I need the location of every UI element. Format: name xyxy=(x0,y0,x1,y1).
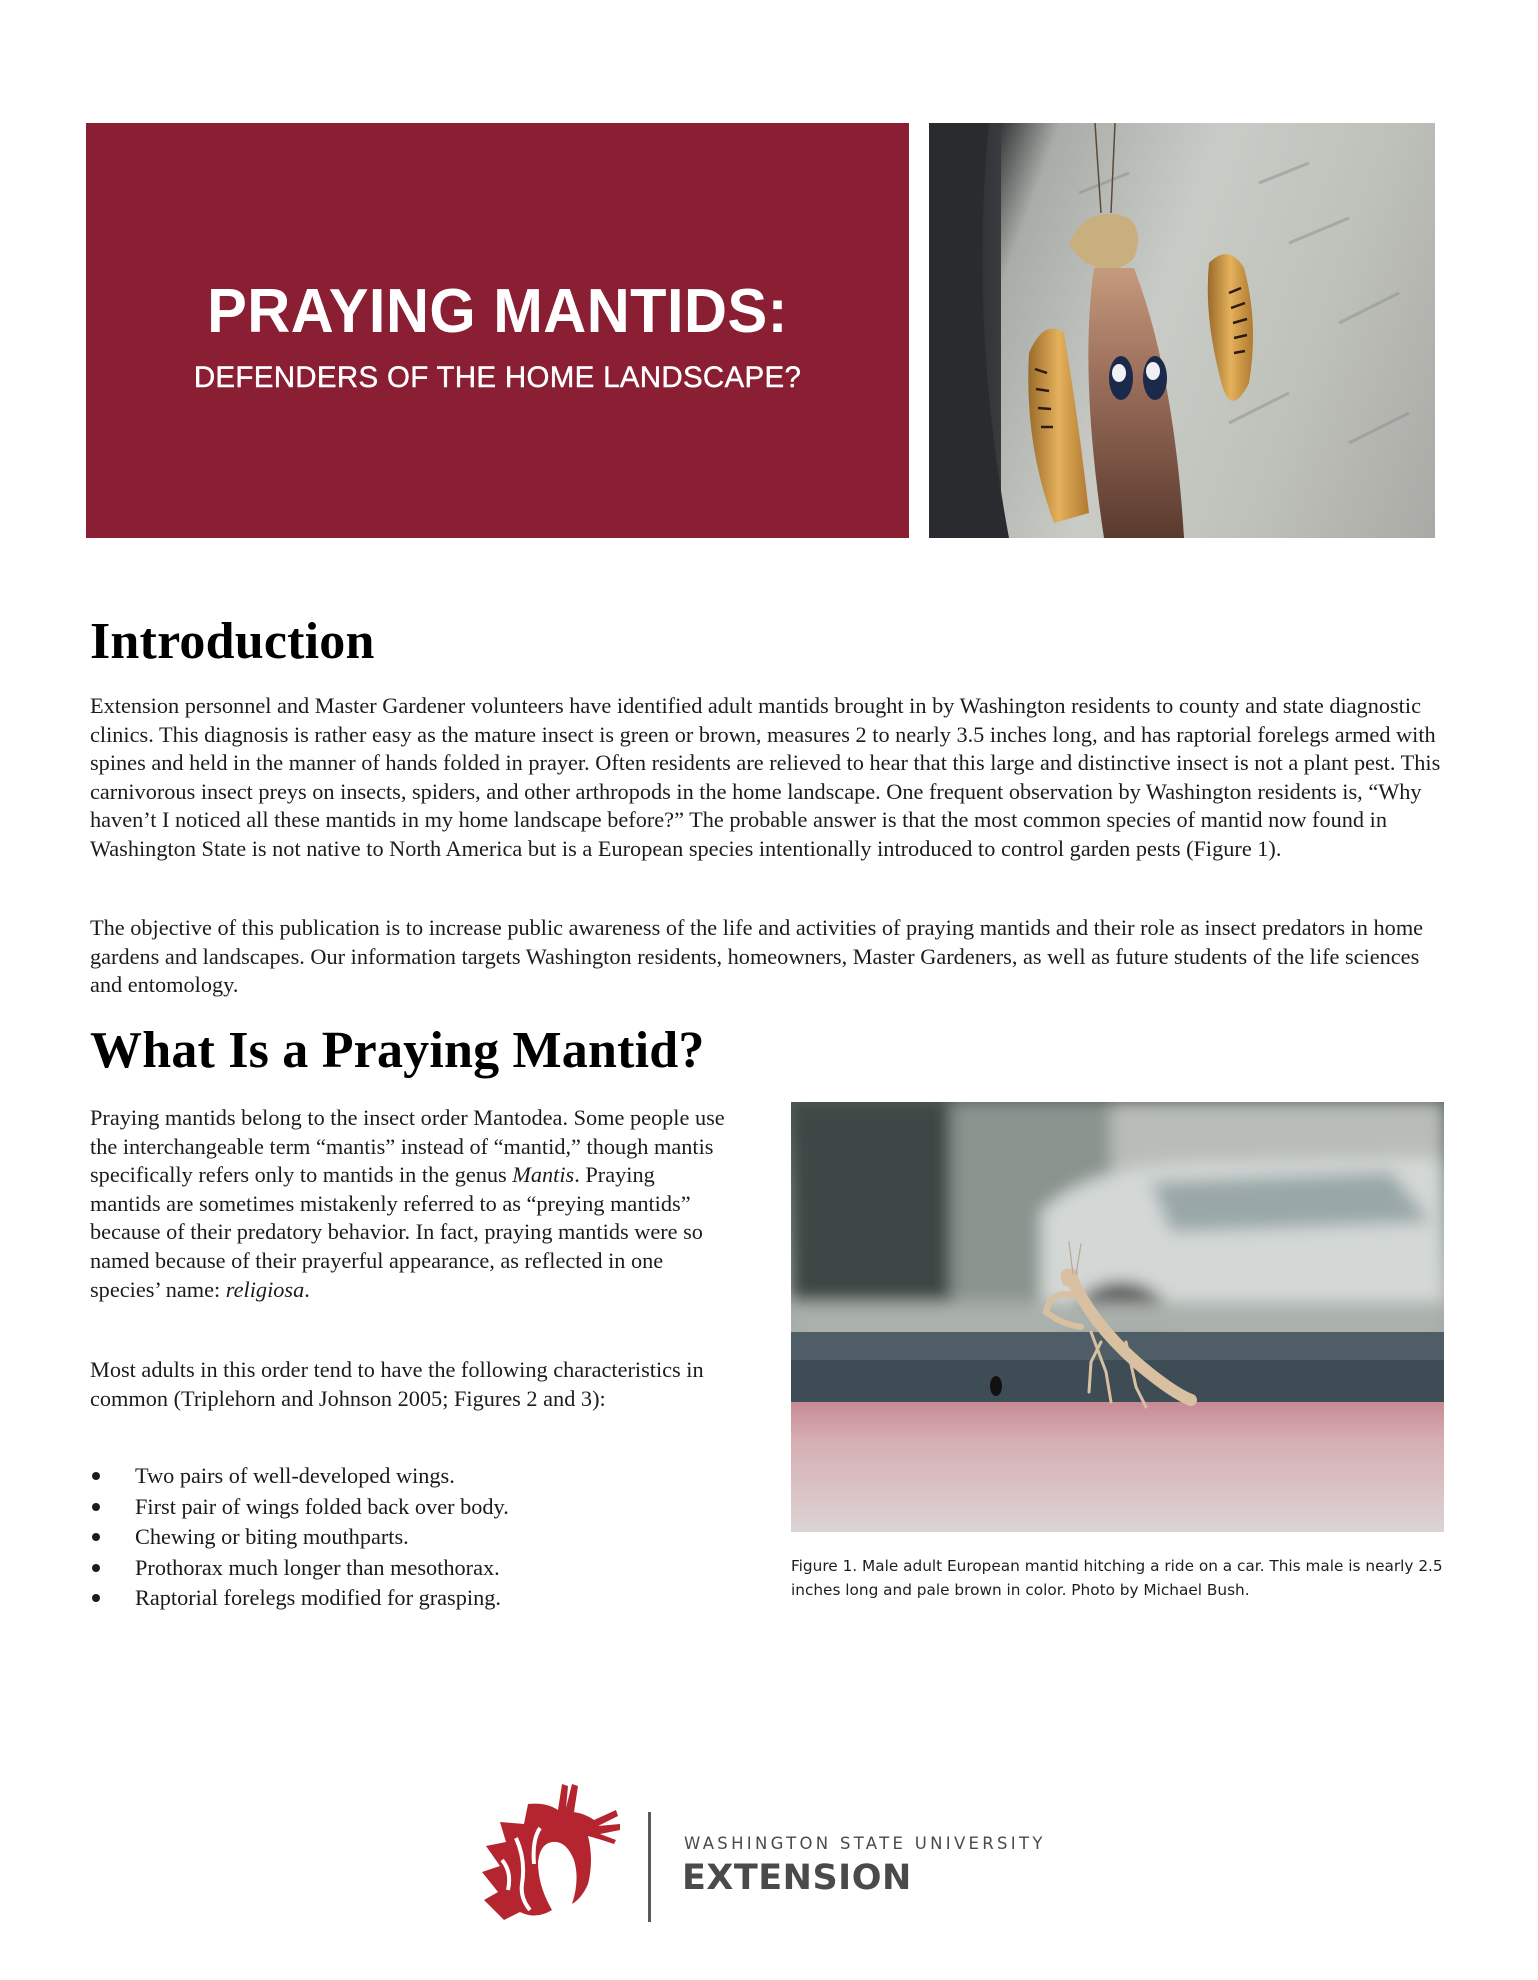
list-item xyxy=(90,1522,730,1553)
bullet-icon xyxy=(92,1503,100,1511)
wsu-cougar-logo-icon xyxy=(476,1780,626,1925)
mantid-closeup-illustration xyxy=(929,123,1435,538)
list-item-text: Prothorax much longer than mesothorax. xyxy=(135,1554,500,1580)
list-item-text: Raptorial forelegs modified for grasping. xyxy=(135,1585,501,1611)
list-item xyxy=(90,1492,730,1523)
wsu-extension-logo xyxy=(476,1780,1076,1925)
p1-text-part-3: . xyxy=(304,1276,310,1302)
p1-text-part-1: Praying mantids belong to the insect order Mantodea. Some people use the interchangeable term “mantis” instead of “mantid,” though mantis specifically refers only to mantids in the genus xyxy=(90,1105,725,1188)
list-item-text: First pair of wings folded back over body. xyxy=(135,1493,509,1519)
section-heading-what-is: What Is a Praying Mantid? xyxy=(90,1022,705,1079)
list-item xyxy=(90,1583,730,1614)
genus-mantis: Mantis xyxy=(512,1162,575,1188)
list-item-text: Two pairs of well-developed wings. xyxy=(135,1463,455,1488)
logo-divider xyxy=(648,1812,651,1922)
document-subtitle: DEFENDERS OF THE HOME LANDSCAPE? xyxy=(193,360,802,394)
bullet-icon xyxy=(92,1594,100,1602)
bullet-icon xyxy=(92,1564,100,1572)
intro-paragraph-1: Extension personnel and Master Gardener volunteers have identified adult mantids brought in by Washington residents to county and state diagnostic clinics. This diagnosis is rather easy as the mature insect is green or brown, measures 2 to nearly 3.5 inches long, and has raptorial forelegs armed with spines and held in the manner of hands folded in prayer. Often residents are relieved to hear that this large and distinctive insect is not a plant pest. This carnivorous insect preys on insects, spiders, and other arthropods in the home landscape. One frequent observation by Washington residents is, “Why haven’t I noticed all these mantids in my home landscape before?” The probable answer is that the most common species of mantid now found in Washington State is not native to North America but is a European species intentionally introduced to control garden pests (Figure 1). xyxy=(90,693,1441,861)
list-item xyxy=(90,1553,730,1584)
list-item-text: Chewing or biting mouthparts. xyxy=(135,1524,409,1550)
logo-unit-name: EXTENSION xyxy=(682,1858,912,1898)
title-banner xyxy=(86,123,909,538)
bullet-icon xyxy=(92,1472,100,1480)
species-religiosa: religiosa xyxy=(225,1276,305,1302)
figure-1-caption: Figure 1. Male adult European mantid hitching a ride on a car. This male is nearly 2.5 inches long and pale brown in color. Photo by Michael Bush. xyxy=(791,1557,1443,1599)
intro-paragraph-2: The objective of this publication is to increase public awareness of the life and activities of praying mantids and their role as insect predators in home gardens and landscapes. Our information targets Washington residents, homeowners, Master Gardeners, as well as future students of the life sciences and entomology. xyxy=(90,915,1424,998)
mantid-on-car-illustration xyxy=(791,1102,1444,1532)
document-title: PRAYING MANTIDS: xyxy=(207,276,788,346)
what-is-paragraph-2: Most adults in this order tend to have the following characteristics in common (Triplehorn and Johnson 2005; Figures 2 and 3): xyxy=(90,1357,704,1411)
what-is-paragraph-1 xyxy=(90,1104,730,1304)
characteristics-list xyxy=(90,1461,730,1614)
list-item xyxy=(90,1461,730,1492)
section-heading-introduction: Introduction xyxy=(90,613,375,670)
p1-text-part-2: . Praying mantids are sometimes mistakenly referred to as “preying mantids” because of their predatory behavior. In fact, praying mantids were so named because of their prayerful appearance, as reflected in one species’ name: xyxy=(90,1162,703,1302)
mantid-closeup-photo xyxy=(929,123,1435,538)
figure-1-photo xyxy=(791,1102,1444,1532)
bullet-icon xyxy=(92,1533,100,1541)
logo-university-name: WASHINGTON STATE UNIVERSITY xyxy=(684,1834,1046,1853)
